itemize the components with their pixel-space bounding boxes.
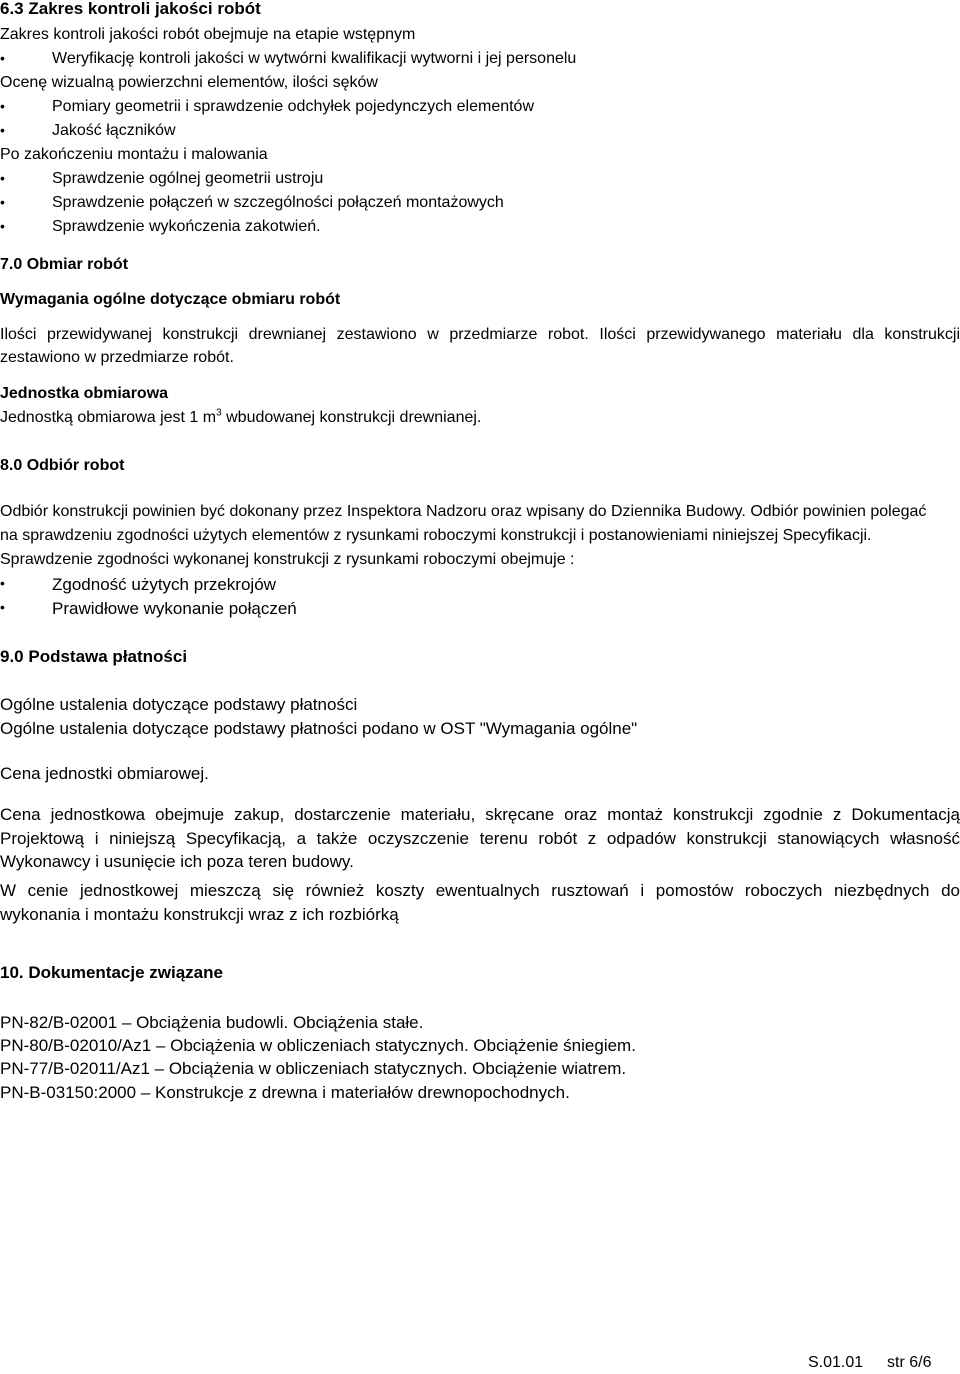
reference-item: PN-80/B-02010/Az1 – Obciążenia w obliczeniach statycznych. Obciążenie śniegiem. bbox=[0, 1036, 636, 1055]
section-9-heading: 9.0 Podstawa płatności bbox=[0, 647, 188, 666]
section-8-line: Sprawdzenie zgodności wykonanej konstrukcji z rysunkami roboczymi obejmuje : bbox=[0, 551, 575, 568]
section-9-paragraph-line: Wykonawcy i usunięcie ich poza teren budowy. bbox=[0, 852, 354, 871]
reference-item: PN-B-03150:2000 – Konstrukcje z drewna i materiałów drewnopochodnych. bbox=[0, 1083, 570, 1102]
reference-item: PN-77/B-02011/Az1 – Obciążenia w obliczeniach statycznych. Obciążenie wiatrem. bbox=[0, 1059, 627, 1078]
section-9-paragraph-line: Cena jednostkowa obejmuje zakup, dostarczenie materiału, skręcane oraz montaż konstrukcji zgodnie z Dokumentacją bbox=[0, 805, 960, 824]
section-7-paragraph-line: zestawiono w przedmiarze robót. bbox=[0, 349, 234, 366]
section-9-paragraph-line: W cenie jednostkowej mieszczą się również koszty ewentualnych rusztowań i pomostów roboczych niezbędnych do bbox=[0, 881, 960, 900]
section-6-3-intro: Zakres kontroli jakości robót obejmuje na etapie wstępnym bbox=[0, 26, 416, 43]
section-7-paragraph-line: Ilości przewidywanej konstrukcji drewnianej zestawiono w przedmiarze robot. Ilości przewidywanego materiału dla konstrukcji bbox=[0, 326, 960, 343]
superscript: 3 bbox=[216, 407, 222, 419]
section-6-3-heading: 6.3 Zakres kontroli jakości robót bbox=[0, 0, 261, 18]
section-10-heading: 10. Dokumentacje związane bbox=[0, 963, 223, 982]
section-8-line: Odbiór konstrukcji powinien być dokonany przez Inspektora Nadzoru oraz wpisany do Dziennika Budowy. Odbiór powinien polegać bbox=[0, 503, 927, 520]
footer-doc-code: S.01.01 bbox=[808, 1354, 864, 1371]
bullet-icon: • bbox=[0, 575, 5, 591]
section-7-subheading: Wymagania ogólne dotyczące obmiaru robót bbox=[0, 291, 341, 308]
bullet-icon: • bbox=[0, 599, 5, 615]
section-8-heading: 8.0 Odbiór robot bbox=[0, 457, 125, 474]
bullet-icon: • bbox=[0, 122, 5, 138]
reference-item: PN-82/B-02001 – Obciążenia budowli. Obciążenia stałe. bbox=[0, 1013, 424, 1032]
section-9-line: Ogólne ustalenia dotyczące podstawy płatności bbox=[0, 695, 358, 714]
unit-heading: Jednostka obmiarowa bbox=[0, 385, 169, 402]
bullet-icon: • bbox=[0, 218, 5, 234]
section-6-3-line: Ocenę wizualną powierzchni elementów, ilości sęków bbox=[0, 74, 378, 91]
section-9-paragraph-line: Projektową i niniejszą Specyfikacją, a także oczyszczenie terenu robót z odpadów konstrukcji stanowiących własność bbox=[0, 829, 960, 848]
section-9-paragraph-line: wykonania i montażu konstrukcji wraz z ich rozbiórką bbox=[0, 905, 399, 924]
section-9-line: Ogólne ustalenia dotyczące podstawy płatności podano w OST "Wymagania ogólne" bbox=[0, 719, 638, 738]
section-9-line: Cena jednostki obmiarowej. bbox=[0, 764, 209, 783]
document-page: 6.3 Zakres kontroli jakości robót Zakres kontroli jakości robót obejmuje na etapie wstępnym • Weryfikację kontroli jakości w wytwórni kwalifikacji wytworni i jej personelu Ocenę wizualną powierzchni elementów, ilości sęków • Pomiary geometrii i sprawdzenie odchyłek pojedynczych elementów • Jakość łączników Po zakończeniu montażu i malowania • Sprawdzenie ogólnej geometrii ustroju • Sprawdzenie połączeń w szczególności połączeń montażowych • Sprawdzenie wykończenia zakotwień. 7.0 Obmiar robót Wymagania ogólne dotyczące obmiaru robót Ilości przewidywanej konstrukcji drewnianej zestawiono w przedmiarze robot. Ilości przewidywanego materiału dla konstrukcji zestawiono w przedmiarze robót. Jednostka obmiarowa Jednostką obmiarowa jest 1 $m^3$ wbudowanej konstrukcji drewnianej. 8.0 Odbiór robot Odbiór konstrukcji powinien być dokonany przez Inspektora Nadzoru oraz wpisany do Dziennika Budowy. Odbiór powinien polegać na sprawdzeniu zgodności użytych elementów z rysunkami roboczymi konstrukcji i postanowieniami niniejszej Specyfikacji. Sprawdzenie zgodności wykonanej konstrukcji z rysunkami roboczymi obejmuje : • Zgodność użytych przekrojów • Prawidłowe wykonanie połączeń 9.0 Podstawa płatności Ogólne ustalenia dotyczące podstawy płatności Ogólne ustalenia dotyczące podstawy płatności podano w OST "Wymagania ogólne" Cena jednostki obmiarowej. Cena jednostkowa obejmuje zakup, dostarczenie materiału, skręcane oraz montaż konstrukcji zgodnie z Dokumentacją Projektową i niniejszą Specyfikacją, a także oczyszczenie terenu robót z odpadów konstrukcji stanowiących własność Wykonawcy i usunięcie ich poza teren budowy. W cenie jednostkowej mieszczą się również koszty ewentualnych rusztowań i pomostów roboczych niezbędnych do wykonania i montażu konstrukcji wraz z ich rozbiórką 10. Dokumentacje związane PN-82/B-02001 – Obciążenia budowli. Obciążenia stałe. PN-80/B-02010/Az1 – Obciążenia w obliczeniach statycznych. Obciążenie śniegiem. PN-77/B-02011/Az1 – Obciążenia w obliczeniach statycznych. Obciążenie wiatrem. PN-B-03150:2000 – Konstrukcje z drewna i materiałów drewnopochodnych. S.01.01 str 6/6 bbox=[0, 0, 960, 1371]
section-8-line: na sprawdzeniu zgodności użytych elementów z rysunkami roboczymi konstrukcji i postanowieniami niniejszej Specyfikacji. bbox=[0, 527, 872, 544]
section-6-3-line: Po zakończeniu montażu i malowania bbox=[0, 146, 268, 163]
section-7-heading: 7.0 Obmiar robót bbox=[0, 256, 129, 273]
bullet-icon: • bbox=[0, 170, 5, 186]
unit-text: Jednostką obmiarowa jest 1 $m^3$ wbudowanej konstrukcji drewnianej. bbox=[0, 407, 482, 426]
footer-page-number: str 6/6 bbox=[887, 1354, 932, 1371]
bullet-icon: • bbox=[0, 50, 5, 66]
bullet-icon: • bbox=[0, 194, 5, 210]
bullet-icon: • bbox=[0, 98, 5, 114]
